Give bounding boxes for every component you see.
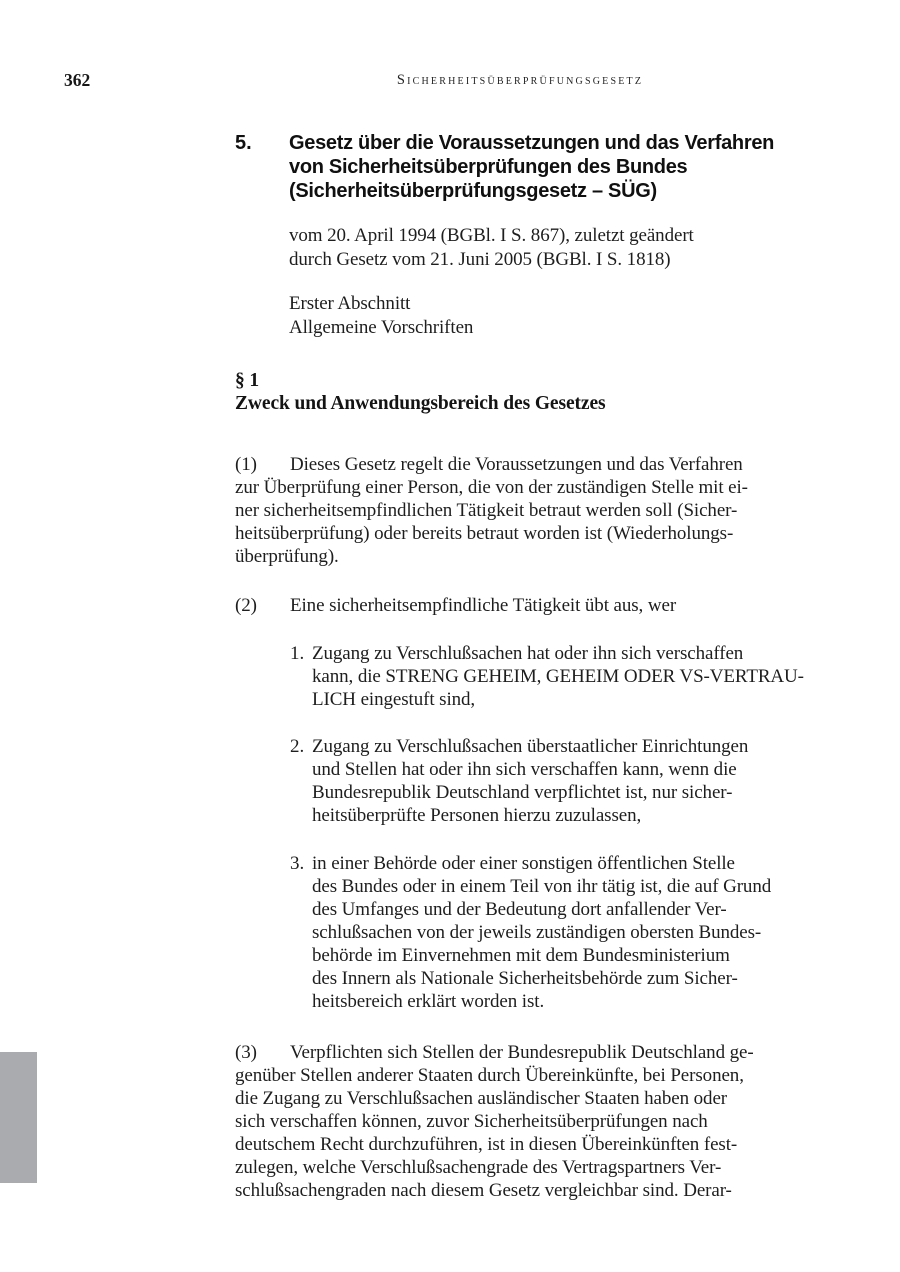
running-head: Sicherheitsüberprüfungsgesetz bbox=[396, 72, 644, 88]
text-line: die Zugang zu Verschlußsachen ausländischer Staaten haben oder bbox=[235, 1088, 728, 1109]
text-line: vom 20. April 1994 (BGBl. I S. 867), zuletzt geändert bbox=[289, 225, 694, 246]
text-line: § 1 bbox=[235, 370, 260, 391]
text-line: und Stellen hat oder ihn sich verschaffen kann, wenn die bbox=[312, 759, 737, 780]
text-line: Gesetz über die Voraussetzungen und das Verfahren bbox=[289, 132, 775, 154]
list-item-number: 3. bbox=[290, 853, 305, 874]
paragraph-1-heading bbox=[235, 369, 606, 415]
amendment-note bbox=[289, 224, 694, 272]
text-line: des Bundes oder in einem Teil von ihr tätig ist, die auf Grund bbox=[312, 876, 772, 897]
list-item-number: 1. bbox=[290, 643, 305, 664]
paragraph-label: (3) bbox=[235, 1042, 257, 1063]
section-heading bbox=[289, 292, 473, 340]
text-line: heitsüberprüfung) oder bereits betraut worden ist (Wiederholungs- bbox=[235, 523, 734, 544]
paragraph-text: Dieses Gesetz regelt die Voraussetzungen und das Verfahren bbox=[290, 454, 743, 475]
law-title bbox=[235, 131, 774, 203]
list-item-body bbox=[312, 852, 771, 1013]
page-number: 362 bbox=[64, 70, 91, 90]
text-line: Zugang zu Verschlußsachen hat oder ihn sich verschaffen bbox=[312, 643, 744, 664]
text-line: überprüfung). bbox=[235, 546, 339, 567]
text-line: sich verschaffen können, zuvor Sicherheitsüberprüfungen nach bbox=[235, 1111, 708, 1132]
thumb-index-marker bbox=[0, 1052, 37, 1183]
text-line: in einer Behörde oder einer sonstigen öffentlichen Stelle bbox=[312, 853, 735, 874]
text-line: durch Gesetz vom 21. Juni 2005 (BGBl. I S. 1818) bbox=[289, 249, 671, 270]
paragraph-3 bbox=[235, 1041, 754, 1202]
text-line: (Sicherheitsüberprüfungsgesetz – SÜG) bbox=[289, 180, 657, 202]
text-line: schlußsachengraden nach diesem Gesetz vergleichbar sind. Derar- bbox=[235, 1180, 732, 1201]
text-line: kann, die STRENG GEHEIM, GEHEIM ODER VS-VERTRAU- bbox=[312, 666, 804, 687]
law-title-lines bbox=[289, 131, 774, 203]
text-line: ner sicherheitsempfindlichen Tätigkeit betraut werden soll (Sicher- bbox=[235, 500, 738, 521]
text-line: deutschem Recht durchzuführen, ist in diesen Übereinkünften fest- bbox=[235, 1134, 738, 1155]
text-line: Erster Abschnitt bbox=[289, 293, 411, 314]
list-item-2 bbox=[290, 735, 748, 827]
paragraph-text: Eine sicherheitsempfindliche Tätigkeit übt aus, wer bbox=[290, 595, 677, 616]
text-line: LICH eingestuft sind, bbox=[312, 689, 476, 710]
paragraph-label: (1) bbox=[235, 454, 257, 475]
text-line: Zweck und Anwendungsbereich des Gesetzes bbox=[235, 393, 606, 414]
paragraph-first-line bbox=[235, 1041, 754, 1064]
text-line: schlußsachen von der jeweils zuständigen obersten Bundes- bbox=[312, 922, 762, 943]
text-line: des Innern als Nationale Sicherheitsbehörde zum Sicher- bbox=[312, 968, 738, 989]
paragraph-first-line bbox=[235, 453, 748, 476]
text-line: zur Überprüfung einer Person, die von der zuständigen Stelle mit ei- bbox=[235, 477, 748, 498]
list-item-1 bbox=[290, 642, 804, 711]
paragraph-1 bbox=[235, 453, 748, 568]
text-line: Allgemeine Vorschriften bbox=[289, 317, 474, 338]
paragraph-2 bbox=[235, 594, 676, 617]
list-item-body bbox=[312, 735, 748, 827]
list-item-number: 2. bbox=[290, 736, 305, 757]
paragraph-first-line bbox=[235, 594, 676, 617]
text-line: Zugang zu Verschlußsachen überstaatlicher Einrichtungen bbox=[312, 736, 749, 757]
paragraph-text: Verpflichten sich Stellen der Bundesrepublik Deutschland ge- bbox=[290, 1042, 754, 1063]
paragraph-body bbox=[235, 1064, 754, 1202]
list-item-3 bbox=[290, 852, 771, 1013]
list-item-body bbox=[312, 642, 804, 711]
text-line: Bundesrepublik Deutschland verpflichtet ist, nur sicher- bbox=[312, 782, 733, 803]
text-line: genüber Stellen anderer Staaten durch Übereinkünfte, bei Personen, bbox=[235, 1065, 744, 1086]
text-line: von Sicherheitsüberprüfungen des Bundes bbox=[289, 156, 688, 178]
text-line: heitsbereich erklärt worden ist. bbox=[312, 991, 545, 1012]
law-title-number: 5. bbox=[235, 132, 252, 154]
paragraph-label: (2) bbox=[235, 595, 257, 616]
text-line: behörde im Einvernehmen mit dem Bundesministerium bbox=[312, 945, 730, 966]
text-line: heitsüberprüfte Personen hierzu zuzulassen, bbox=[312, 805, 642, 826]
text-line: des Umfanges und der Bedeutung dort anfallender Ver- bbox=[312, 899, 727, 920]
paragraph-body bbox=[235, 476, 748, 568]
text-line: zulegen, welche Verschlußsachengrade des Vertragspartners Ver- bbox=[235, 1157, 722, 1178]
